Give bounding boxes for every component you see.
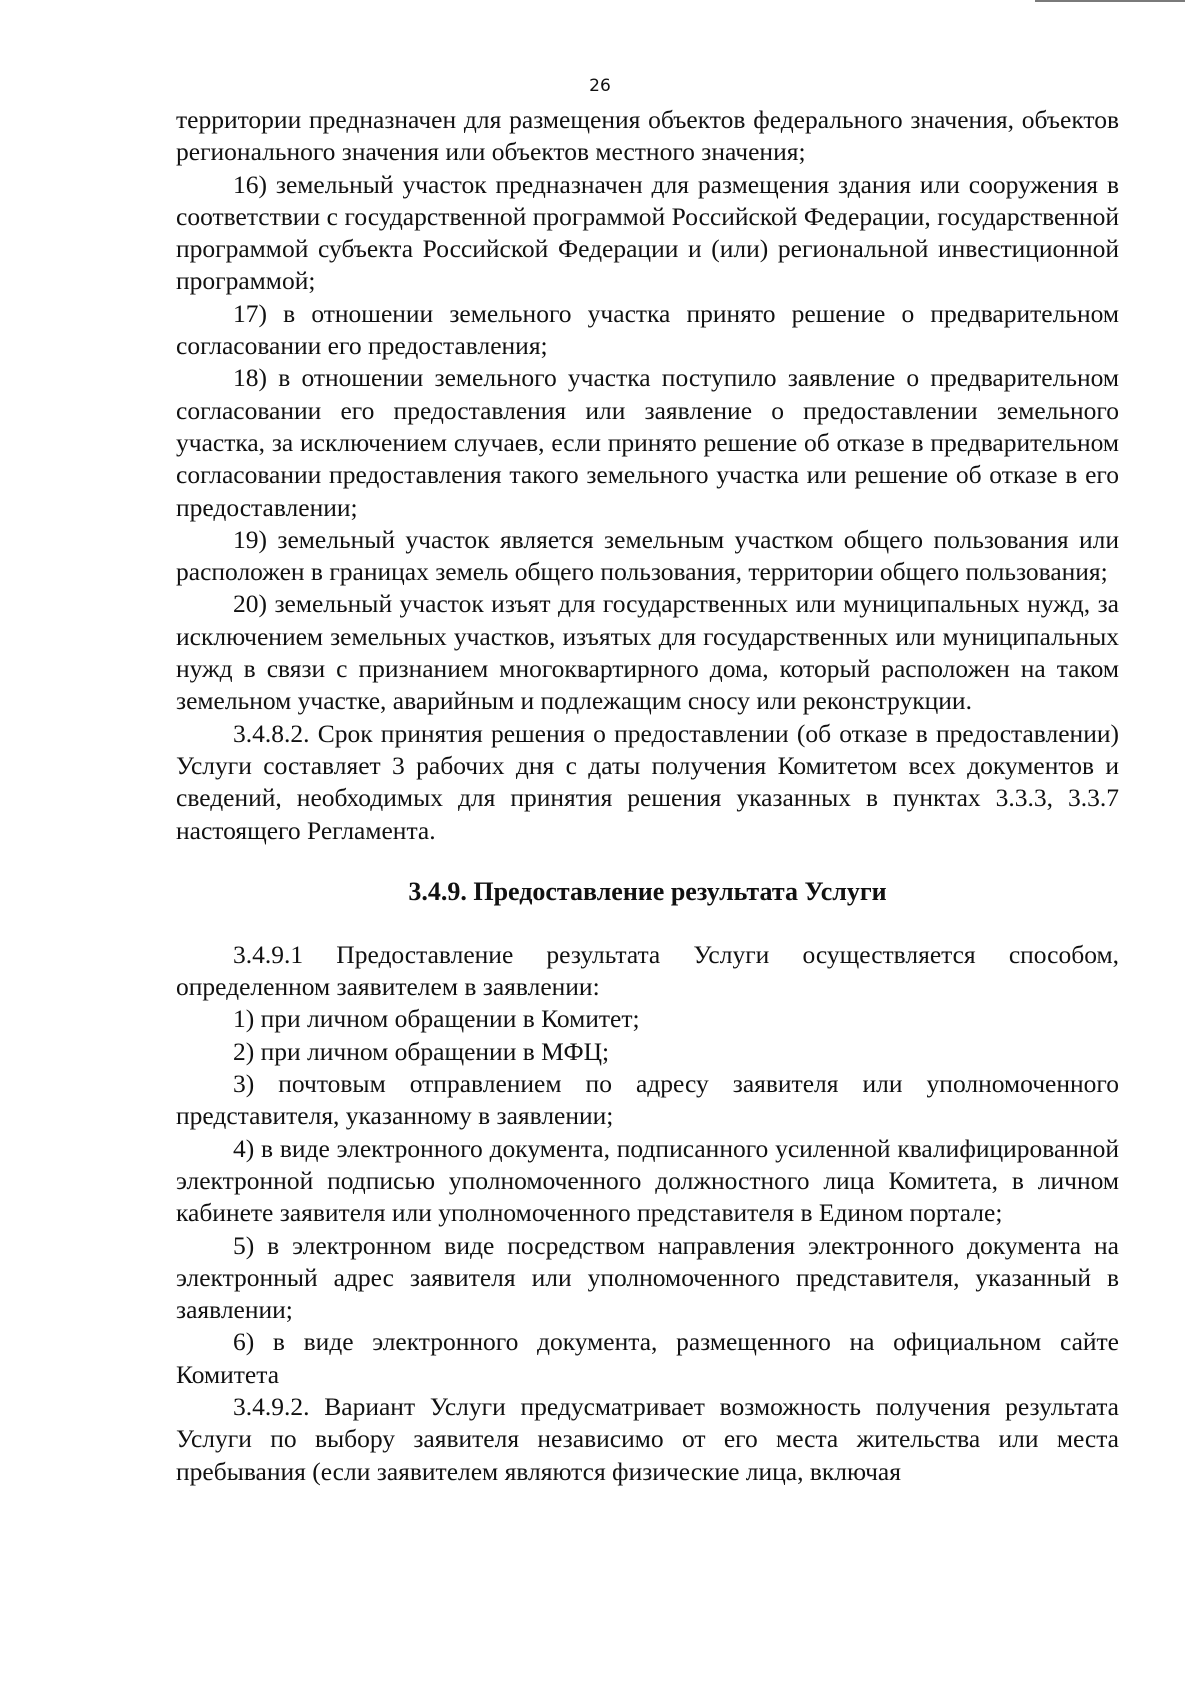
page-number: 26 [589,76,611,96]
paragraph: 16) земельный участок предназначен для размещения здания или сооружения в соответствии с государственной программой Российской Федерации, государственной программой субъекта Российской Федерации и (или) региональной инвестиционной программой; [176,169,1119,296]
paragraph: 3) почтовым отправлением по адресу заявителя или уполномоченного представителя, указанному в заявлении; [176,1069,1119,1131]
paragraph: 20) земельный участок изъят для государственных или муниципальных нужд, за исключением земельных участков, изъятых для государственных или муниципальных нужд в связи с признанием многоквартирного дома, который расположен на таком земельном участке, аварийным и подлежащим сносу или реконструкции. [176,589,1119,716]
paragraph: 17) в отношении земельного участка принято решение о предварительном согласовании его предоставления; [176,298,1119,361]
paragraph: 6) в виде электронного документа, размещенного на официальном сайте Комитета [176,1327,1119,1389]
paragraph: 3.4.9.2. Вариант Услуги предусматривает возможность получения результата Услуги по выбору заявителя независимо от его места жительства или места пребывания (если заявителем являются физические лица, включая [176,1391,1119,1486]
paragraph: 2) при личном обращении в МФЦ; [233,1036,610,1066]
document-body [176,104,1119,1488]
paragraph: 18) в отношении земельного участка поступило заявление о предварительном согласовании его предоставления или заявление о предоставлении земельного участка, за исключением случаев, если принято решение об отказе в предварительном согласовании предоставления такого земельного участка или решение об отказе в его предоставлении; [176,363,1119,522]
paragraph: территории предназначен для размещения объектов федерального значения, объектов регионального значения или объектов местного значения; [176,105,1119,167]
section-heading: 3.4.9. Предоставление результата Услуги [408,876,887,906]
paragraph: 4) в виде электронного документа, подписанного усиленной квалифицированной электронной подписью уполномоченного должностного лица Комитета, в личном кабинете заявителя или уполномоченного представителя в Едином портале; [176,1133,1119,1228]
paragraph: 1) при личном обращении в Комитет; [233,1004,640,1034]
paragraph: 19) земельный участок является земельным участком общего пользования или расположен в границах земель общего пользования, территории общего пользования; [176,524,1119,587]
paragraphs-after-heading [176,939,1119,1488]
paragraph: 5) в электронном виде посредством направления электронного документа на электронный адрес заявителя или уполномоченного представителя, указанный в заявлении; [176,1230,1119,1325]
paragraphs-before-heading [176,104,1119,847]
paragraph: 3.4.9.1 Предоставление результата Услуги осуществляется способом, определенном заявителем в заявлении: [176,939,1119,1002]
top-scan-rule [1035,0,1185,2]
paragraph: 3.4.8.2. Срок принятия решения о предоставлении (об отказе в предоставлении) Услуги составляет 3 рабочих дня с даты получения Комитетом всех документов и сведений, необходимых для принятия решения указанных в пунктах 3.3.3, 3.3.7 настоящего Регламента. [176,718,1119,845]
